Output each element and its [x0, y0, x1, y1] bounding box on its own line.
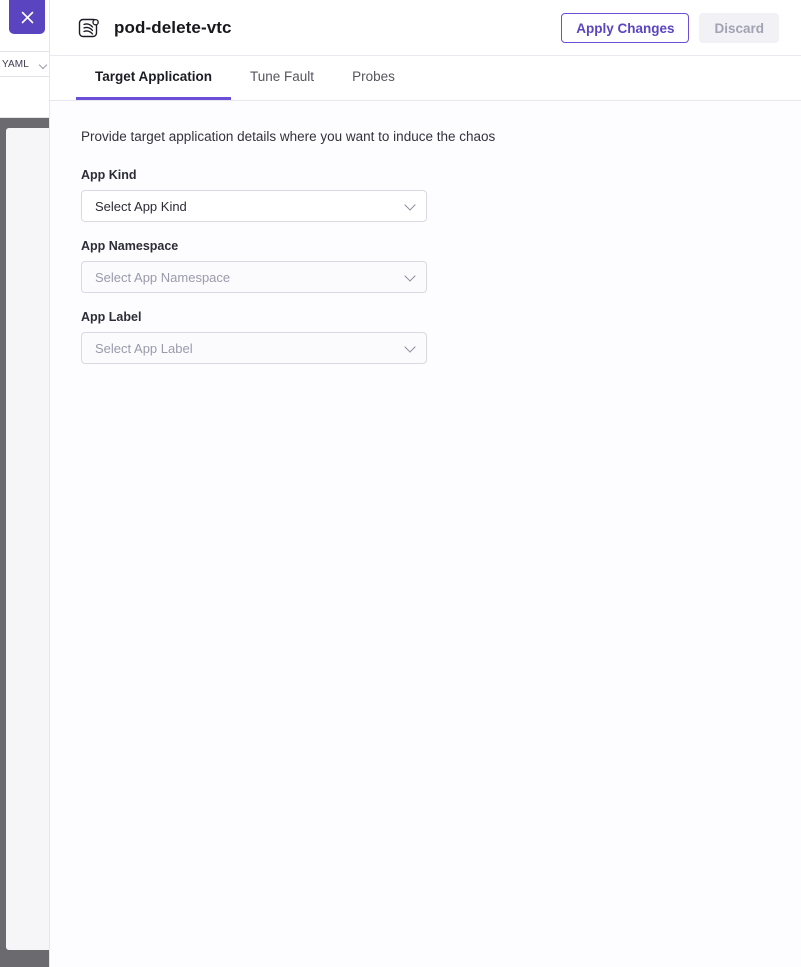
apply-changes-button[interactable]: Apply Changes — [561, 13, 689, 43]
chaos-fault-icon — [76, 15, 102, 41]
background-sub-bar — [0, 78, 49, 118]
tab-target-application[interactable]: Target Application — [76, 56, 231, 100]
close-icon — [21, 11, 34, 24]
app-namespace-select[interactable] — [81, 261, 427, 293]
close-drawer-button[interactable] — [9, 0, 45, 34]
app-label-label: App Label — [81, 310, 142, 324]
background-canvas — [6, 128, 49, 950]
tab-probes[interactable]: Probes — [352, 69, 395, 84]
app-label-value: Select App Label — [95, 340, 193, 356]
drawer-header-left — [76, 15, 561, 41]
panel-description: Provide target application details where you want to induce the chaos — [81, 129, 496, 144]
app-namespace-label: App Namespace — [81, 239, 179, 253]
background-toolbar — [0, 53, 49, 77]
app-kind-label: App Kind — [81, 168, 137, 182]
field-app-label — [81, 310, 775, 364]
page-title: pod-delete-vtc — [114, 17, 232, 37]
drawer-header-actions — [561, 13, 779, 43]
field-app-kind — [81, 168, 775, 222]
chevron-down-icon — [404, 341, 415, 352]
fault-config-drawer — [49, 0, 801, 967]
app-kind-value: Select App Kind — [95, 198, 187, 214]
tab-tune-fault[interactable]: Tune Fault — [250, 69, 315, 84]
target-application-panel — [50, 101, 801, 967]
drawer-tabs — [50, 56, 801, 101]
chevron-down-icon — [39, 61, 47, 69]
chevron-down-icon — [404, 270, 415, 281]
yaml-toggle-label[interactable]: YAML — [2, 59, 29, 70]
chevron-down-icon — [404, 199, 415, 210]
app-namespace-value: Select App Namespace — [95, 269, 231, 285]
discard-button[interactable]: Discard — [699, 13, 779, 43]
app-kind-select[interactable] — [81, 190, 427, 222]
app-label-select[interactable] — [81, 332, 427, 364]
background-page — [0, 0, 49, 967]
drawer-header — [50, 0, 801, 56]
field-app-namespace — [81, 239, 775, 293]
